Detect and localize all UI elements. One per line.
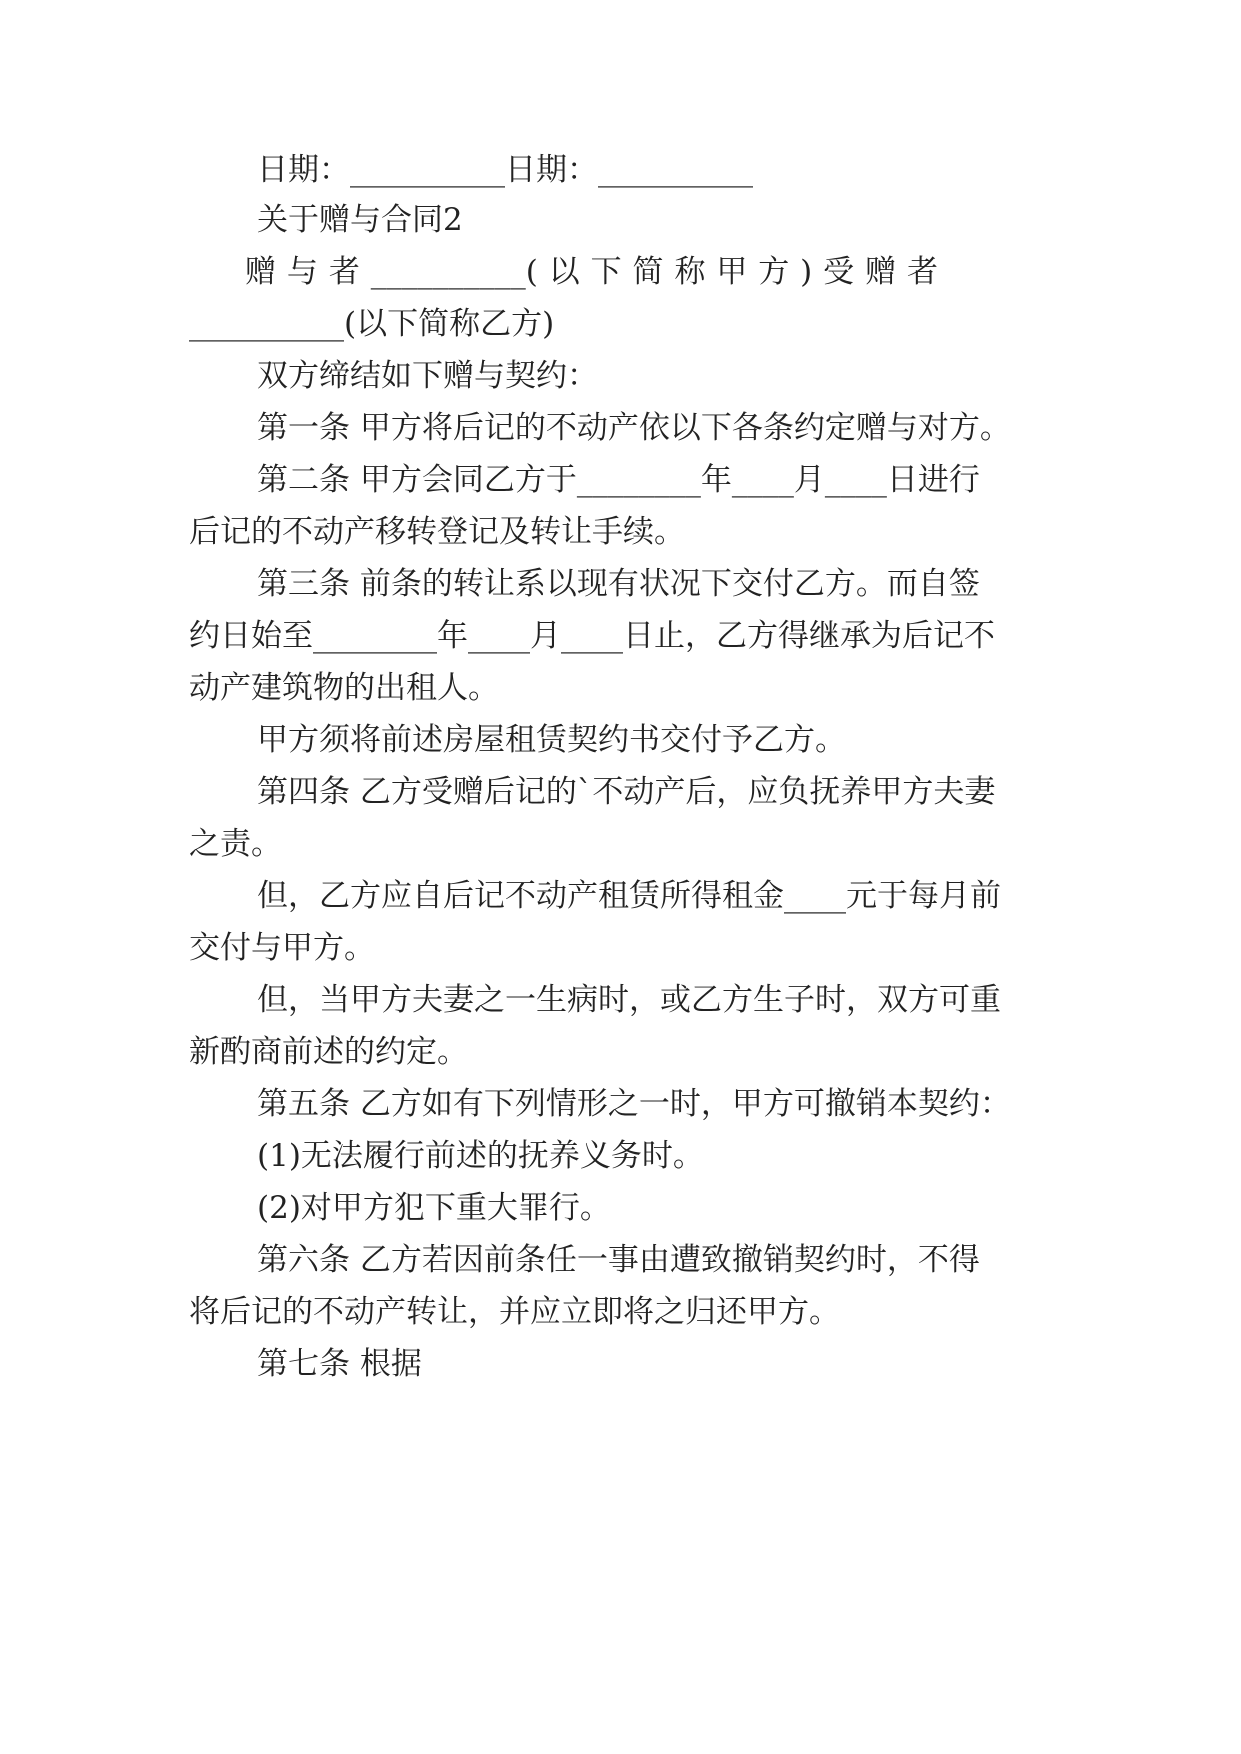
- article-3-line-3: 动产建筑物的出租人。: [189, 670, 499, 706]
- article-4-illness-line-1: 但，当甲方夫妻之一生病时，或乙方生子时，双方可重: [257, 982, 1001, 1018]
- article-7: 第七条 根据: [257, 1346, 422, 1382]
- article-3-note: 甲方须将前述房屋租赁契约书交付予乙方。: [257, 722, 846, 758]
- article-4-line-1: 第四条 乙方受赠后记的`不动产后，应负抚养甲方夫妻: [257, 774, 996, 810]
- article-5-item-2: (2)对甲方犯下重大罪行。: [257, 1190, 611, 1226]
- article-2-line-1: 第二条 甲方会同乙方于________年____月____日进行: [257, 462, 980, 498]
- article-2-line-2: 后记的不动产移转登记及转让手续。: [189, 514, 685, 550]
- article-6-line-1: 第六条 乙方若因前条任一事由遭致撤销契约时，不得: [257, 1242, 980, 1278]
- intro-paragraph: 双方缔结如下赠与契约：: [257, 358, 598, 394]
- article-1: 第一条 甲方将后记的不动产依以下各条约定赠与对方。: [257, 410, 1011, 446]
- article-5: 第五条 乙方如有下列情形之一时，甲方可撤销本契约：: [257, 1086, 1011, 1122]
- article-4-line-2: 之责。: [189, 826, 282, 862]
- contract-title: 关于赠与合同2: [257, 202, 463, 238]
- parties-line-2: __________(以下简称乙方): [189, 306, 555, 342]
- article-3-line-2: 约日始至________年____月____日止，乙方得继承为后记不: [189, 618, 995, 654]
- article-4-illness-line-2: 新酌商前述的约定。: [189, 1034, 468, 1070]
- date-signature-line: 日期：__________日期：__________: [257, 152, 753, 188]
- article-3-line-1: 第三条 前条的转让系以现有状况下交付乙方。而自签: [257, 566, 980, 602]
- article-4-rent-line-1: 但，乙方应自后记不动产租赁所得租金____元于每月前: [257, 878, 1001, 914]
- parties-line-1: 赠与者__________(以下简称甲方)受赠者: [245, 254, 938, 290]
- article-5-item-1: (1)无法履行前述的抚养义务时。: [257, 1138, 704, 1174]
- article-4-rent-line-2: 交付与甲方。: [189, 930, 375, 966]
- article-6-line-2: 将后记的不动产转让，并应立即将之归还甲方。: [189, 1294, 840, 1330]
